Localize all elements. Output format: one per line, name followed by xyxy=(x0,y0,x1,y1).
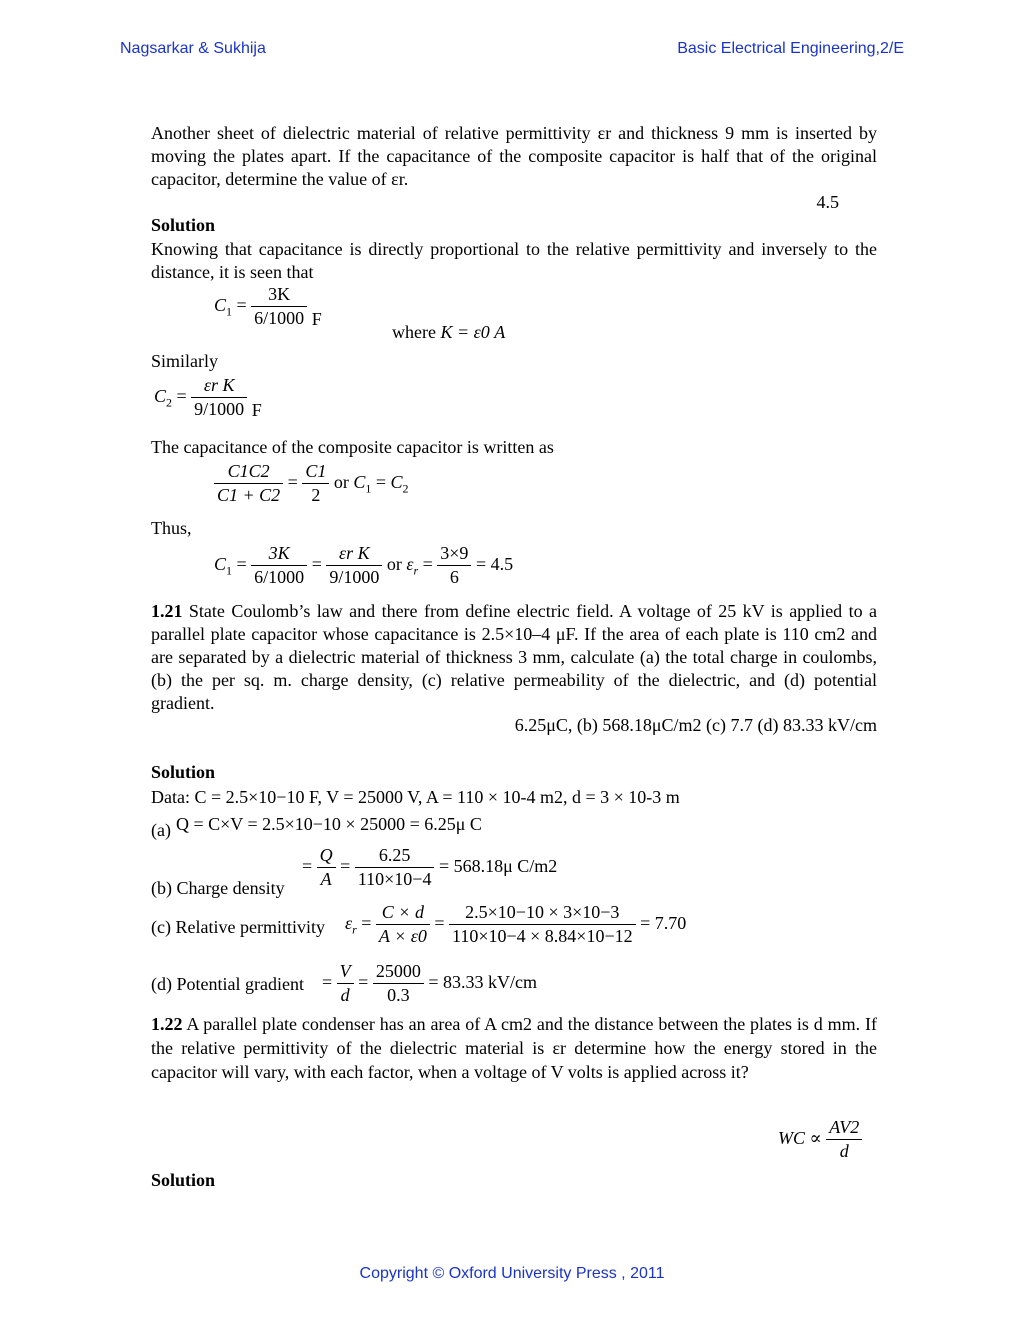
eq-thus-numerator-3: 3×9 xyxy=(440,543,469,563)
eq-c1: $C_1$ = $\frac{3K}{6/1000}$ F xyxy=(214,284,322,329)
eq-thus-denominator-3: 6 xyxy=(437,565,471,588)
part-b-denominator-1: A xyxy=(317,867,336,890)
solution-heading: Solution xyxy=(151,215,216,235)
eq-composite-numerator: C1C2 xyxy=(227,461,270,481)
part-d-result: = 83.33 kV/cm xyxy=(428,971,537,992)
eq-c1-unit: F xyxy=(311,308,322,329)
eq-thus-denominator-2: 9/1000 xyxy=(326,565,382,588)
composite-text: The capacitance of the composite capacitor is written as xyxy=(151,437,554,457)
part-c-equation: $\varepsilon_r$ = $\frac{C \times d}{A \times \varepsilon 0}$ = $\frac{2.5\times 10-10 \times 3\times 10-3}{110\times 10-4 \times 8.84\times 10-12}$ = 7.70 xyxy=(345,902,687,946)
where-label: where xyxy=(392,322,436,342)
similarly-label: Similarly xyxy=(151,351,218,371)
problem-1-21 xyxy=(151,600,877,715)
eq-c1-numerator: 3K xyxy=(268,284,291,304)
header-left: Nagsarkar & Sukhija xyxy=(120,40,266,57)
header-right: Basic Electrical Engineering,2/E xyxy=(677,40,904,57)
eq-c2-denominator: 9/1000 xyxy=(191,397,247,420)
part-d-numerator-2: 25000 xyxy=(375,961,421,981)
eq-thus-denominator-1: 6/1000 xyxy=(251,565,307,588)
eq-c1-denominator: 6/1000 xyxy=(251,306,307,329)
part-b-numerator-2: 6.25 xyxy=(378,845,411,865)
part-d-equation: = $\frac{V}{d}$ = $\frac{25000}{0.3}$ = 83.33 kV/cm xyxy=(322,961,537,1005)
eq-composite-denominator: C1 + C2 xyxy=(214,483,283,506)
problem-1-22-answer-numerator: AV2 xyxy=(829,1117,860,1137)
problem-1-21-number: 1.21 xyxy=(151,601,183,621)
eq-c2-numerator: εr K xyxy=(203,375,235,395)
eq-c2: $C_2$ = $\frac{\text{εr K}}{9/1000}$ F xyxy=(154,375,262,420)
part-c-numerator-1: C × d xyxy=(381,902,424,922)
problem-1-22-text: A parallel plate condenser has an area of A cm2 and the distance between the plates is d mm. If the relative permittivity of the dielectric material is εr determine how the energy stored in the capacitor will vary, with each factor, when a voltage of V volts is applied across it? xyxy=(151,1014,877,1082)
solution-heading-2: Solution xyxy=(151,762,216,782)
problem-1-22 xyxy=(151,1012,877,1084)
problem-1-22-answer-denominator: d xyxy=(826,1139,862,1162)
problem-1-21-answer: 6.25μC, (b) 568.18μC/m2 (c) 7.7 (d) 83.33 kV/cm xyxy=(514,715,877,735)
thus-label: Thus, xyxy=(151,518,192,538)
eq-composite: $\frac{C1C2}{C1 + C2}$ = $\frac{C1}{2}$ or $C_1 = C_2$ xyxy=(214,462,409,506)
eq-composite-rhs-denominator: 2 xyxy=(302,483,329,506)
part-d-numerator-1: V xyxy=(339,961,351,981)
part-c-label: (c) Relative permittivity xyxy=(151,917,325,937)
eq-thus-result: = 4.5 xyxy=(475,553,514,574)
solution-data: Data: C = 2.5×10−10 F, V = 25000 V, A = 110 × 10-4 m2, d = 3 × 10-3 m xyxy=(151,787,680,807)
part-c-result: = 7.70 xyxy=(640,912,687,933)
problem-1-22-answer xyxy=(778,1118,862,1162)
where-k xyxy=(392,322,505,343)
problem-1-22-number: 1.22 xyxy=(151,1014,183,1034)
part-c-numerator-2: 2.5×10−10 × 3×10−3 xyxy=(465,902,620,922)
part-b-label: (b) Charge density xyxy=(151,878,285,898)
eq-composite-rhs-numerator: C1 xyxy=(305,461,327,481)
part-a-equation: Q = C×V = 2.5×10−10 × 25000 = 6.25μ C xyxy=(176,814,482,834)
eq-thus-numerator-2: εr K xyxy=(339,543,370,563)
prev-problem-text: Another sheet of dielectric material of relative permittivity εr and thickness 9 mm is inserted by moving the plates apart. If the capacitance of the composite capacitor is half that of the original capacitor, determine the value of εr. xyxy=(151,123,877,189)
solution-heading-3: Solution xyxy=(151,1170,216,1190)
or-label-2: or xyxy=(386,553,402,574)
part-d-denominator-2: 0.3 xyxy=(373,983,424,1006)
part-d-label: (d) Potential gradient xyxy=(151,974,304,994)
part-c-denominator-2: 110×10−4 × 8.84×10−12 xyxy=(449,924,636,947)
part-b-denominator-2: 110×10−4 xyxy=(355,867,435,890)
part-b-numerator-1: Q xyxy=(319,845,333,865)
solution-intro: Knowing that capacitance is directly proportional to the relative permittivity and inversely to the distance, it is seen that xyxy=(151,239,877,282)
prev-problem-answer: 4.5 xyxy=(816,192,839,212)
part-d-denominator-1: d xyxy=(337,983,354,1006)
problem-1-22-answer-lhs: WC ∝ xyxy=(778,1127,822,1148)
part-b-result: = 568.18μ C/m2 xyxy=(438,855,558,876)
eq-thus-numerator-1: 3K xyxy=(268,543,290,563)
problem-1-21-text: State Coulomb’s law and there from define electric field. A voltage of 25 kV is applied to a parallel plate capacitor whose capacitance is 2.5×10–4 μF. If the area of each plate is 110 cm2 and are separated by a dielectric material of thickness 3 mm, calculate (a) the total charge in coulombs, (b) the per sq. m. charge density, (c) relative permeability of the dielectric, and (d) potential gradient. xyxy=(151,601,878,713)
where-k-expression: K = ε0 A xyxy=(440,322,506,342)
part-a-label: (a) xyxy=(151,820,171,840)
part-b-equation: = $\frac{Q}{A}$ = $\frac{6.25}{110\times 10-4}$ = 568.18μ C/m2 xyxy=(302,845,558,889)
eq-thus: $C_1$ = $\frac{3K}{6/1000}$ = $\frac{\text{εr K}}{9/1000}$ or $\varepsilon_r$ = $\frac{3\times 9}{6}$ = 4.5 xyxy=(214,543,514,587)
or-label: or xyxy=(333,471,349,492)
footer-copyright: Copyright © Oxford University Press , 2011 xyxy=(359,1265,665,1282)
eq-c2-unit: F xyxy=(251,399,262,420)
part-c-denominator-1: A × ε0 xyxy=(376,924,430,947)
